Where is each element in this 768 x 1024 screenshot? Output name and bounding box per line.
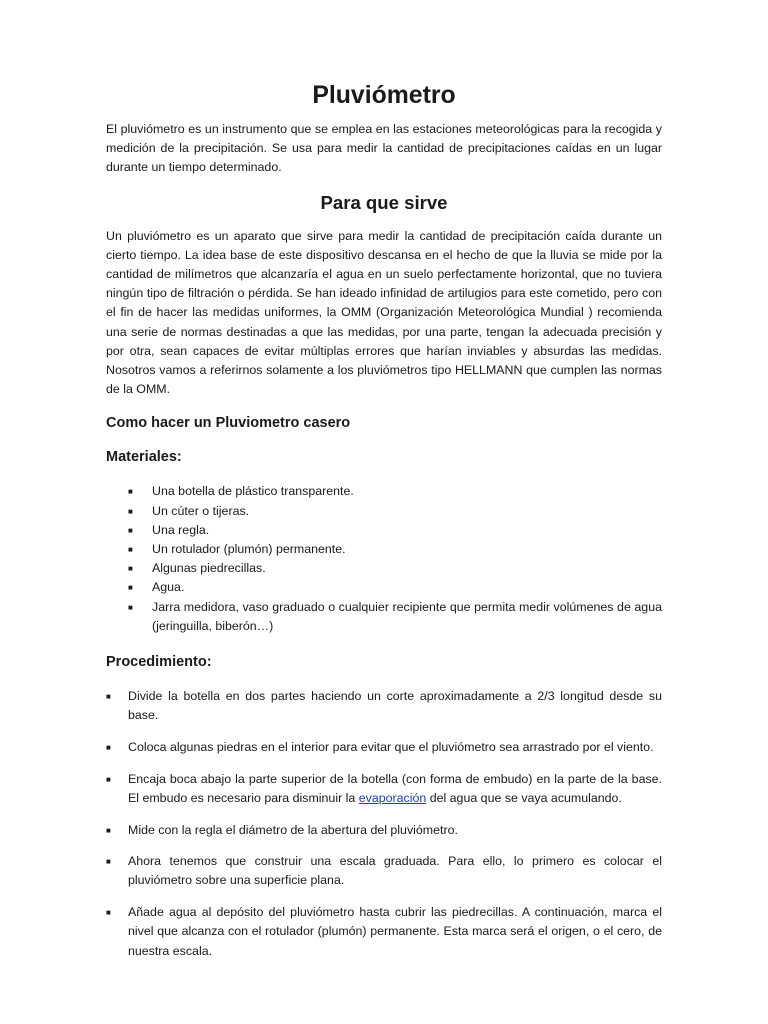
list-item: ■ Una regla. (128, 521, 662, 540)
square-bullet-icon: ■ (128, 506, 133, 516)
square-bullet-icon: ■ (128, 583, 133, 593)
square-bullet-icon: ■ (128, 545, 133, 555)
materials-list (106, 482, 662, 636)
square-bullet-icon: ■ (106, 774, 111, 784)
document-title: Pluviómetro (312, 82, 456, 109)
howto-title: Como hacer un Pluviometro casero (106, 415, 351, 432)
list-item: ■ Coloca algunas piedras en el interior para evitar que el pluviómetro sea arrastrado por el viento. (106, 738, 662, 757)
square-bullet-icon: ■ (128, 564, 133, 574)
list-item: ■ Agua. (128, 578, 662, 597)
square-bullet-icon: ■ (106, 857, 111, 867)
section-body-paragraph: Un pluviómetro es un aparato que sirve para medir la cantidad de precipitación caída durante un cierto tiempo. La idea base de este dispositivo descansa en el hecho de que la lluvia se mide por la cantidad de milímetros que alcanzaría el agua en un suelo perfectamente horizontal, que no tuviera ningún tipo de filtración o pérdida. Se han ideado infinidad de artilugios para este cometido, pero con el fin de hacer las medidas uniformes, la OMM (Organización Meteorológica Mundial ) recomienda una serie de normas destinadas a que las medidas, por una parte, tengan la adecuada precisión y por otra, sean capaces de evitar múltiplas errores que harían inviables y absurdas las medidas. Nosotros vamos a referirnos solamente a los pluviómetros tipo HELLMANN que cumplen las normas de la OMM. (106, 228, 662, 397)
list-item: ■ Una botella de plástico transparente. (128, 482, 662, 501)
evaporacion-link[interactable]: evaporación (358, 790, 427, 805)
intro-paragraph: El pluviómetro es un instrumento que se emplea en las estaciones meteorológicas para la recogida y medición de la precipitación. Se usa para medir la cantidad de precipitaciones caídas en un lugar durante un tiempo determinado. (106, 122, 662, 175)
list-item: ■ Ahora tenemos que construir una escala graduada. Para ello, lo primero es colocar el pluviómetro sobre una superficie plana. (106, 854, 662, 888)
list-item: ■ Encaja boca abajo la parte superior de la botella (con forma de embudo) en la parte de la base. El embudo es necesario para disminuir la evaporación del agua que se vaya acumulando. (106, 771, 662, 805)
list-item: ■ Un cúter o tijeras. (128, 502, 662, 521)
square-bullet-icon: ■ (106, 825, 111, 835)
section-title: Para que sirve (320, 191, 448, 213)
procedure-title: Procedimiento: (106, 654, 212, 671)
square-bullet-icon: ■ (106, 908, 111, 918)
list-item: ■ Jarra medidora, vaso graduado o cualquier recipiente que permita medir volúmenes de agua (jeringuilla, biberón…) (128, 599, 662, 633)
list-item: ■ Añade agua al depósito del pluviómetro hasta cubrir las piedrecillas. A continuación, marca el nivel que alcanza con el rotulador (plumón) permanente. Esta marca será el origen, o el cero, de nuestra escala. (106, 905, 662, 958)
square-bullet-icon: ■ (128, 602, 133, 612)
list-item: ■ Un rotulador (plumón) permanente. (128, 540, 662, 559)
square-bullet-icon: ■ (128, 487, 133, 497)
materials-title: Materiales: (106, 449, 182, 466)
list-item: ■ Divide la botella en dos partes haciendo un corte aproximadamente a 2/3 longitud desde su base. (106, 689, 662, 723)
procedure-list (106, 687, 662, 961)
square-bullet-icon: ■ (106, 692, 111, 702)
square-bullet-icon: ■ (128, 525, 133, 535)
list-item: ■ Mide con la regla el diámetro de la abertura del pluviómetro. (106, 821, 662, 840)
list-item: ■ Algunas piedrecillas. (128, 559, 662, 578)
square-bullet-icon: ■ (106, 742, 111, 752)
